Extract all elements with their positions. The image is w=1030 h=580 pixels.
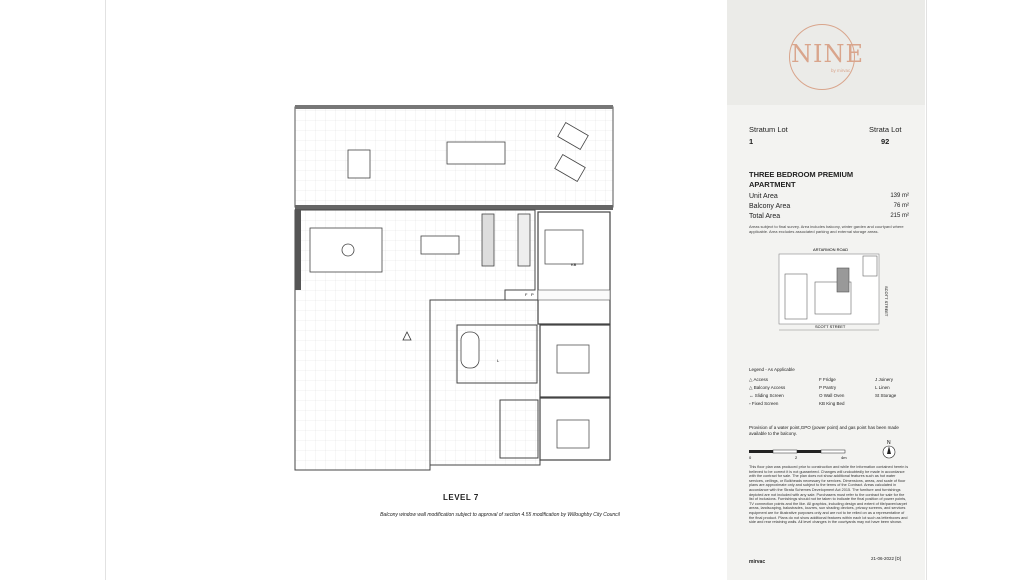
apartment-title: THREE BEDROOM PREMIUM APARTMENT	[749, 170, 854, 189]
stratum-lot-label: Stratum Lot	[749, 125, 788, 134]
info-panel	[727, 0, 925, 580]
area-label: Total Area	[749, 213, 781, 220]
balcony-note: Balcony window wall modification subject to approval of section 4.55 modification by Willoughby City Council	[380, 512, 620, 518]
legend-title: Legend - As Applicable	[749, 367, 795, 372]
scale-label: 0	[749, 455, 752, 460]
master-bedroom	[538, 212, 610, 324]
logo-block	[727, 0, 925, 105]
strata-lot-label: Strata Lot	[869, 125, 902, 134]
key-plan-unit-highlight	[837, 268, 849, 292]
fridge-label: F	[525, 292, 528, 297]
legend-item: F Fridge	[819, 377, 836, 382]
linen-label: L	[497, 358, 500, 363]
legend-item: △ Access	[749, 377, 768, 382]
legend-item: J Joinery	[875, 377, 894, 382]
floor-plan	[105, 0, 727, 580]
disclaimer: This floor plan was produced prior to construction and while the information contained herein is believed to be correct it is not guaranteed. Changes will undoubtedly be made in accordance with the contract for sale. The plan does not show additional features such as hot water services, ceilings, or Bulkheads necessary for services. Dimensions, areas, and scale of floor plans are approximate only and subject to the terms of the Contract. Areas calculated in accordance with the Strata Schemes Development Act 2015. The furniture and furnishings depicted are not included with any sale. Purchasers must refer to the contract for sale for the list of inclusions. Furnishings should not be taken to indicate the final position of power points, TV connection points and the like. All graphics, including design and extent of tile/paver/carpet areas, landscaping, balustrades, louvres, sun shading devices, privacy screens, and services equipment are for illustrative purposes only and are not to be relied on as a representative of the final product. Plans do not show additional features within each lot such as letterboxes and side and rear retaining walls. All level changes in the courtyards may not have been shown.	[749, 465, 909, 525]
road-label-top: ARTARMON ROAD	[813, 247, 849, 252]
area-note: Areas subject to final survey. Area includes balcony, winter garden and courtyard where applicable. Area excludes associated parking and external storage areas.	[749, 224, 904, 234]
stratum-lot-value: 1	[749, 137, 754, 146]
legend-item: O Wall Oven	[819, 393, 845, 398]
ensuite	[500, 400, 538, 458]
window-wall	[295, 205, 613, 210]
coffee-table	[342, 244, 354, 256]
kitchen-island	[482, 214, 494, 266]
bed-3	[557, 420, 589, 448]
area-label: Unit Area	[749, 193, 778, 200]
legend-item: ▫ Fixed Screen	[749, 401, 779, 406]
king-bed-label: KB	[571, 262, 577, 267]
balcony-edge	[295, 105, 613, 109]
west-wall	[295, 210, 301, 290]
road-label-right: SCOTT STREET	[884, 286, 889, 317]
legend-item: △ Balcony Access	[749, 385, 786, 390]
scale-and-north	[749, 440, 919, 462]
legend-item: St Storage	[875, 393, 897, 398]
provision-note: Provision of a water point,GPO (power point) and gas point has been made available to the balcony.	[749, 425, 899, 436]
total-area-row	[749, 213, 909, 220]
area-value: 215 m²	[890, 213, 909, 219]
legend-item: L Linen	[875, 385, 890, 390]
bath-tub	[461, 332, 479, 368]
legend-item: ↔ Sliding Screen	[749, 393, 784, 398]
king-bed	[545, 230, 583, 264]
key-plan	[775, 246, 893, 358]
legend-item: KB King Bed	[819, 401, 845, 406]
revision-date: 21-06-2022 [D]	[871, 556, 902, 561]
kitchen-bench	[518, 214, 530, 266]
strata-lot-value: 92	[881, 137, 890, 146]
area-label: Balcony Area	[749, 203, 791, 210]
balcony-table	[348, 150, 370, 178]
legend-item: P Pantry	[819, 385, 837, 390]
legend-item-label: Access	[753, 377, 768, 382]
scale-label: 2	[795, 455, 798, 460]
bed-2	[557, 345, 589, 373]
balcony-dining-table	[447, 142, 505, 164]
dining-table	[421, 236, 459, 254]
scale-label: 4m	[841, 455, 847, 460]
scale-bar-segment	[797, 450, 821, 453]
unit-area-row	[749, 193, 909, 200]
floor-plan-drawing	[105, 0, 727, 580]
scale-bar-segment	[773, 450, 797, 453]
north-label: N	[887, 440, 891, 446]
level-title: LEVEL 7	[443, 493, 479, 502]
scale-bar-segment	[821, 450, 845, 453]
balcony-area-row	[749, 203, 909, 210]
wardrobe	[538, 290, 610, 300]
road-label-bottom: SCOTT STREET	[815, 324, 846, 329]
area-value: 76 m²	[893, 203, 909, 209]
footer-brand-logo: mirvac	[749, 559, 766, 565]
legend-item-label: Balcony Access	[753, 385, 786, 390]
legend-item-label: Fixed Screen	[751, 401, 779, 406]
area-value: 139 m²	[890, 193, 909, 199]
logo-subtitle: by mirvac	[831, 68, 851, 73]
logo-text: NINE	[791, 40, 864, 68]
legend-item-label: Sliding Screen	[754, 393, 784, 398]
key-plan-site	[779, 254, 879, 324]
scale-bar-segment	[749, 450, 773, 453]
pantry-label: P	[531, 292, 534, 297]
